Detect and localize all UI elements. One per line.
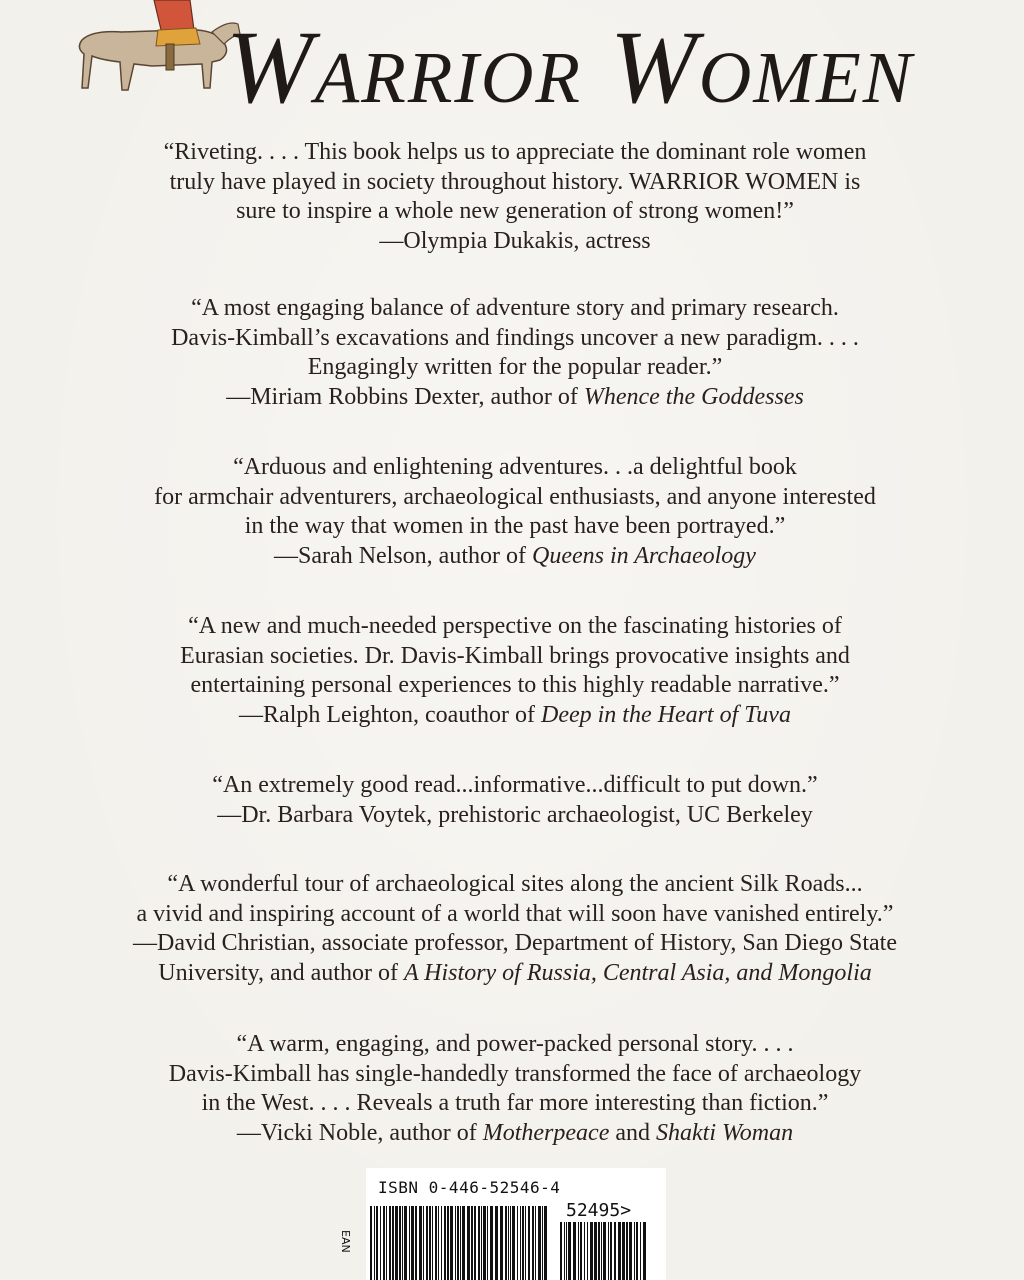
barcode-bar: [462, 1206, 465, 1280]
attribution-author: —Vicki Noble, author of: [236, 1119, 483, 1146]
barcode-bar: [512, 1206, 515, 1280]
barcode-bar: [598, 1222, 600, 1280]
blurb-attribution: [60, 1119, 970, 1149]
barcode-bar: [626, 1222, 628, 1280]
barcode-bar: [618, 1222, 621, 1280]
barcode-bar: [594, 1222, 597, 1280]
barcode-bar: [622, 1222, 625, 1280]
barcode-bar: [601, 1222, 602, 1280]
attribution-author: —Ralph Leighton, coauthor of: [239, 701, 541, 728]
blurb-miriam-robbins-dexter: [60, 294, 970, 412]
attribution-author: —Miriam Robbins Dexter, author of: [226, 383, 584, 410]
book-title: Warrior Women: [226, 10, 914, 125]
blurb-sarah-nelson: [60, 453, 970, 571]
barcode-bar: [566, 1222, 567, 1280]
barcode-bar: [438, 1206, 439, 1280]
blurb-line: in the way that women in the past have been portrayed.”: [244, 513, 786, 539]
barcode-bar: [634, 1222, 635, 1280]
blurb-olympia-dukakis: [60, 138, 970, 256]
barcode-bar: [404, 1206, 407, 1280]
barcode-bar: [532, 1206, 534, 1280]
barcode-bar: [402, 1206, 403, 1280]
blurb-line: for armchair adventurers, archaeological enthusiasts, and anyone interested: [154, 483, 876, 510]
isbn-number: ISBN 0-446-52546-4: [378, 1178, 561, 1197]
blurb-line: “Riveting. . . . This book helps us to appreciate the dominant role women: [163, 139, 867, 165]
barcode-bar: [455, 1206, 456, 1280]
barcode-bar: [460, 1206, 461, 1280]
barcode-bar: [587, 1222, 588, 1280]
barcode-bar: [467, 1206, 470, 1280]
barcode-bar: [538, 1206, 541, 1280]
blurb-attribution: —David Christian, associate professor, Department of History, San Diego State: [133, 930, 897, 956]
barcode-bar: [525, 1206, 526, 1280]
barcode-bar: [409, 1206, 410, 1280]
attribution-work-title: A History of Russia, Central Asia, and Mongolia: [403, 959, 872, 986]
barcode-bar: [528, 1206, 530, 1280]
chevron-right-icon: >: [620, 1200, 632, 1221]
barcode-bar: [643, 1222, 646, 1280]
barcode-bar: [560, 1222, 562, 1280]
attribution-author: —Sarah Nelson, author of: [274, 542, 532, 569]
barcode-bar: [370, 1206, 372, 1280]
barcode-bar: [374, 1206, 375, 1280]
barcode-bar: [580, 1222, 582, 1280]
barcode-bar: [564, 1222, 565, 1280]
barcode-bar: [481, 1206, 482, 1280]
attribution-conjunction: and: [609, 1119, 656, 1146]
barcode-bar: [432, 1206, 433, 1280]
barcode-bar: [520, 1206, 521, 1280]
barcode-bar: [383, 1206, 385, 1280]
blurb-attribution: —Dr. Barbara Voytek, prehistoric archaeologist, UC Berkeley: [217, 801, 813, 828]
barcode-bar: [568, 1222, 571, 1280]
barcode-bar: [423, 1206, 424, 1280]
barcode-bar: [478, 1206, 480, 1280]
blurb-line: Engagingly written for the popular reader.”: [307, 354, 723, 380]
blurb-attribution: [60, 701, 970, 731]
barcode-bar: [447, 1206, 449, 1280]
barcode-main-bars: [370, 1206, 548, 1280]
blurb-vicki-noble: [60, 1030, 970, 1148]
barcode-bar: [426, 1206, 428, 1280]
barcode-bar: [578, 1222, 579, 1280]
ean-label: EAN: [339, 1230, 352, 1253]
blurb-attribution: —Olympia Dukakis, actress: [379, 227, 651, 254]
blurb-line: “A warm, engaging, and power-packed personal story. . . .: [236, 1031, 794, 1057]
horse-rider-illustration: [62, 0, 242, 95]
barcode-bar: [457, 1206, 459, 1280]
barcode-bar: [450, 1206, 453, 1280]
barcode-bar: [444, 1206, 446, 1280]
blurb-attribution: [60, 542, 970, 572]
barcode-bar: [380, 1206, 381, 1280]
barcode-bar: [411, 1206, 414, 1280]
blurb-line: “A most engaging balance of adventure story and primary research.: [191, 295, 839, 321]
barcode-bar: [573, 1222, 576, 1280]
barcode-bar: [535, 1206, 536, 1280]
blurb-line: “A wonderful tour of archaeological sites along the ancient Silk Roads...: [167, 871, 863, 897]
barcode-bar: [584, 1222, 585, 1280]
barcode-bar: [419, 1206, 422, 1280]
blurb-line: “A new and much-needed perspective on the fascinating histories of: [188, 613, 842, 639]
barcode-supplement-bars: [560, 1222, 650, 1280]
barcode-bar: [603, 1222, 606, 1280]
blurb-attribution: [60, 959, 970, 989]
blurb-line: entertaining personal experiences to this highly readable narrative.”: [190, 672, 840, 698]
blurb-barbara-voytek: [60, 771, 970, 830]
barcode-bar: [483, 1206, 486, 1280]
barcode-bar: [490, 1206, 493, 1280]
attribution-work-title: Queens in Archaeology: [532, 542, 756, 569]
barcode-bar: [389, 1206, 391, 1280]
barcode-bar: [386, 1206, 387, 1280]
attribution-author: University, and author of: [158, 959, 404, 986]
barcode-bar: [495, 1206, 498, 1280]
barcode-bar: [471, 1206, 473, 1280]
barcode-bar: [590, 1222, 593, 1280]
barcode-bar: [441, 1206, 442, 1280]
price-code: [566, 1200, 631, 1221]
blurb-line: sure to inspire a whole new generation of strong women!”: [236, 198, 794, 224]
barcode-bar: [505, 1206, 507, 1280]
blurb-line: in the West. . . . Reveals a truth far more interesting than fiction.”: [201, 1090, 829, 1116]
blurb-line: a vivid and inspiring account of a world that will soon have vanished entirely.”: [136, 900, 894, 927]
blurb-line: truly have played in society throughout history. WARRIOR WOMEN is: [169, 168, 861, 195]
attribution-work-title: Whence the Goddesses: [583, 383, 804, 410]
blurb-line: Davis-Kimball’s excavations and findings uncover a new paradigm. . . .: [171, 324, 859, 351]
barcode-bar: [522, 1206, 524, 1280]
barcode-bar: [487, 1206, 488, 1280]
barcode-bar: [474, 1206, 476, 1280]
barcode-bar: [610, 1222, 612, 1280]
blurb-line: Eurasian societies. Dr. Davis-Kimball brings provocative insights and: [180, 642, 850, 669]
blurb-ralph-leighton: [60, 612, 970, 730]
barcode-bar: [608, 1222, 609, 1280]
barcode-bar: [500, 1206, 503, 1280]
attribution-work-title: Motherpeace: [482, 1119, 610, 1146]
barcode-bar: [614, 1222, 616, 1280]
barcode-bar: [640, 1222, 641, 1280]
blurbs-section: [60, 138, 970, 1148]
barcode-bar: [399, 1206, 401, 1280]
attribution-work-title: Deep in the Heart of Tuva: [540, 701, 791, 728]
barcode-bar: [376, 1206, 378, 1280]
attribution-work-title: Shakti Woman: [656, 1119, 794, 1146]
blurb-line: “Arduous and enlightening adventures. . .a delightful book: [233, 454, 797, 480]
blurb-david-christian: [60, 870, 970, 988]
barcode-bar: [629, 1222, 632, 1280]
barcode-bar: [544, 1206, 547, 1280]
barcode-bar: [636, 1222, 638, 1280]
barcode-bar: [542, 1206, 543, 1280]
barcode-bar: [517, 1206, 518, 1280]
barcode-bar: [508, 1206, 509, 1280]
barcode-bar: [510, 1206, 511, 1280]
barcode-bar: [435, 1206, 437, 1280]
barcode-bar: [415, 1206, 417, 1280]
barcode-bar: [429, 1206, 431, 1280]
barcode-bar: [392, 1206, 394, 1280]
blurb-line: “An extremely good read...informative...difficult to put down.”: [212, 772, 818, 798]
blurb-line: Davis-Kimball has single-handedly transformed the face of archaeology: [168, 1060, 862, 1087]
price-code-digits: 52495: [566, 1200, 621, 1221]
blurb-attribution: [60, 383, 970, 413]
barcode-bar: [395, 1206, 398, 1280]
